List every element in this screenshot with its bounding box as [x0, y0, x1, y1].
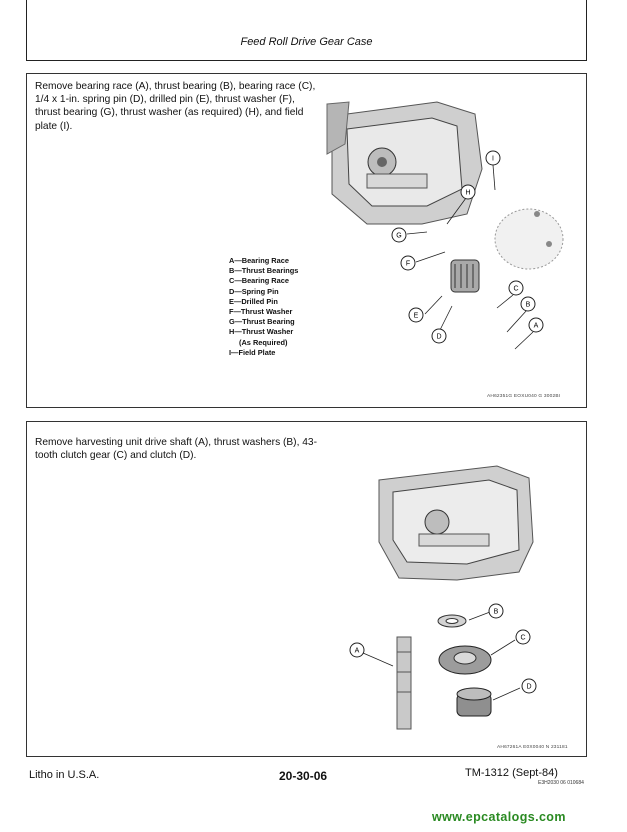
- footer-code: E3H2030 06 010684: [538, 780, 584, 786]
- callout-G: [392, 228, 406, 242]
- callout-A: [350, 643, 364, 657]
- callout-B: [489, 604, 503, 618]
- legend-item-g: G—Thrust Bearing: [229, 317, 295, 327]
- header-box: [26, 0, 587, 61]
- section-bearing-removal: [26, 73, 587, 408]
- svg-text:G: G: [396, 232, 402, 240]
- section-drive-shaft-removal: [26, 421, 587, 757]
- callout-F: [401, 256, 415, 270]
- clutch-gear-illustration: [439, 646, 491, 674]
- clutch-illustration: [457, 688, 491, 716]
- legend-item-b: B—Thrust Bearings: [229, 266, 299, 276]
- page-title: Feed Roll Drive Gear Case: [240, 36, 373, 48]
- website-watermark[interactable]: www.epcatalogs.com: [432, 810, 566, 824]
- svg-text:D: D: [526, 683, 532, 691]
- svg-text:C: C: [520, 634, 526, 642]
- legend-item-a: A—Bearing Race: [229, 256, 289, 265]
- svg-text:E: E: [413, 312, 419, 320]
- callout-I: [486, 151, 500, 165]
- callout-E: [409, 308, 423, 322]
- svg-text:A: A: [354, 647, 360, 655]
- callout-A: [529, 318, 543, 332]
- svg-text:D: D: [436, 333, 442, 341]
- svg-text:A: A: [533, 322, 539, 330]
- svg-text:B: B: [493, 608, 499, 616]
- legend-item-c: C—Bearing Race: [229, 276, 289, 286]
- figure1-reference: AH62351G EOXU040 G 3002BI: [487, 394, 561, 399]
- legend-item-f: F—Thrust Washer: [229, 307, 293, 317]
- footer-page-number: 20-30-06: [279, 769, 328, 783]
- parts-legend: [229, 256, 298, 358]
- callout-H: [461, 185, 475, 199]
- drive-shaft-illustration: [397, 637, 411, 729]
- section2-instructions: Remove harvesting unit drive shaft (A), thrust washers (B), 43-tooth clutch gear (C) and clutch (D).: [35, 437, 317, 462]
- field-plate-illustration: [495, 209, 563, 269]
- svg-text:H: H: [465, 189, 471, 197]
- callout-B: [521, 297, 535, 311]
- legend-item-e: E—Drilled Pin: [229, 296, 278, 306]
- callout-D: [432, 329, 446, 343]
- svg-text:I: I: [492, 155, 494, 163]
- legend-item-d: D—Spring Pin: [229, 286, 279, 296]
- gear-illustration: [451, 260, 479, 292]
- legend-item-i: I—Field Plate: [229, 347, 276, 357]
- figure-gear-case-exploded: [27, 74, 586, 407]
- svg-text:B: B: [525, 301, 531, 309]
- thrust-washer-illustration: [438, 615, 466, 627]
- callout-C: [516, 630, 530, 644]
- gear-case-housing-illustration: [327, 102, 482, 224]
- footer-litho: Litho in U.S.A.: [29, 769, 100, 781]
- callout-C: [509, 281, 523, 295]
- legend-item-h-note: (As Required): [239, 337, 288, 347]
- callout-D: [522, 679, 536, 693]
- svg-text:C: C: [513, 285, 519, 293]
- legend-item-h: H—Thrust Washer: [229, 327, 294, 337]
- figure-drive-shaft-exploded: [27, 422, 586, 756]
- footer-manual-id: TM-1312 (Sept-84): [465, 767, 558, 779]
- figure2-reference: AH67261A E0X0040 N 231181: [497, 745, 568, 750]
- svg-text:F: F: [405, 260, 411, 268]
- gear-case-housing-illustration: [379, 466, 533, 580]
- section1-instructions: Remove bearing race (A), thrust bearing (B), bearing race (C), 1/4 x 1-in. spring pin (D), drilled pin (E), thrust washer (F), thrust bearing (G), thrust washer (as required) (H), and field plate (I).: [35, 81, 316, 132]
